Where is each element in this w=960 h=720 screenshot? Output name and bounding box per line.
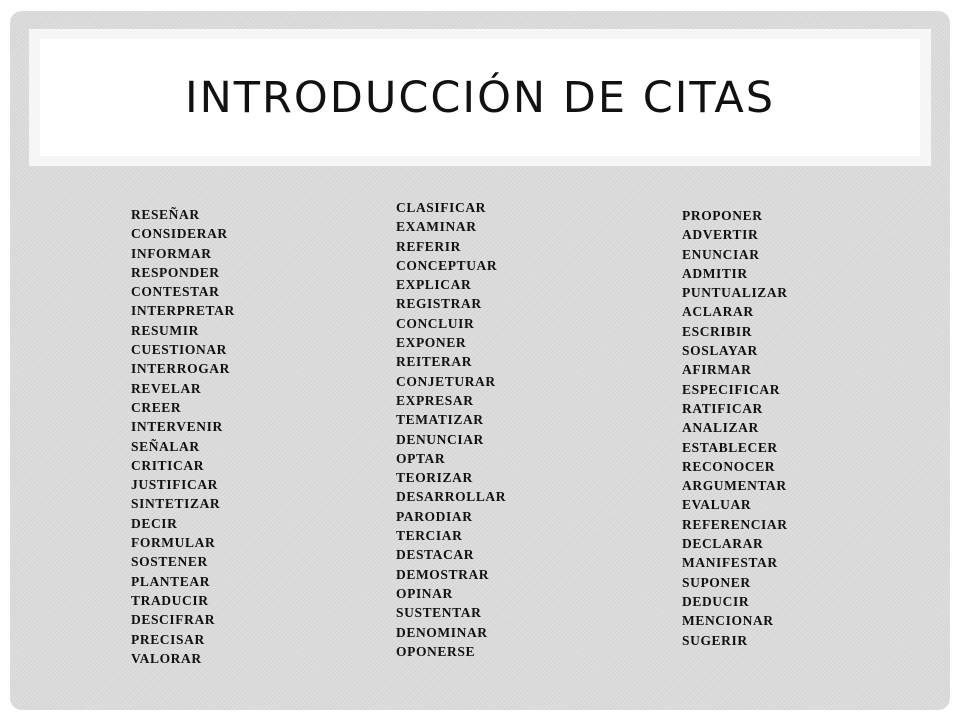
verb-item: OPONERSE	[396, 643, 476, 659]
verb-item: VALORAR	[131, 650, 202, 666]
verb-item: PRECISAR	[131, 631, 205, 647]
verb-item: TERCIAR	[396, 528, 463, 544]
verb-item: DEDUCIR	[682, 593, 750, 609]
verb-item: EXAMINAR	[396, 219, 477, 235]
verb-item: EXPONER	[396, 335, 467, 351]
verb-item: REGISTRAR	[396, 296, 482, 312]
title-frame	[29, 29, 931, 166]
verb-item: REFERENCIAR	[682, 516, 788, 532]
verb-item: INFORMAR	[131, 245, 212, 261]
verb-item: PARODIAR	[396, 508, 473, 524]
verb-item: SINTETIZAR	[131, 496, 221, 512]
verb-item: ENUNCIAR	[682, 246, 760, 262]
verb-item: AFIRMAR	[682, 362, 752, 378]
verb-item: RESEÑAR	[131, 207, 200, 222]
verb-item: RATIFICAR	[682, 400, 763, 416]
verb-item: INTERVENIR	[131, 419, 223, 435]
verb-item: SUGERIR	[682, 632, 748, 648]
verb-item: PLANTEAR	[131, 573, 211, 589]
verb-item: ARGUMENTAR	[682, 478, 787, 494]
slide	[10, 11, 950, 710]
verb-item: TEMATIZAR	[396, 412, 484, 428]
verb-column-1	[131, 205, 235, 668]
verb-item: EXPRESAR	[396, 392, 474, 408]
verb-item: TEORIZAR	[396, 470, 473, 486]
verb-item: SOSLAYAR	[682, 343, 758, 359]
verb-item: MENCIONAR	[682, 613, 774, 629]
verb-item: ESPECIFICAR	[682, 381, 781, 397]
verb-item: DEMOSTRAR	[396, 566, 490, 582]
verb-item: CONTESTAR	[131, 284, 220, 300]
verb-item: REITERAR	[396, 354, 473, 370]
verb-item: TRADUCIR	[131, 592, 209, 608]
verb-item: DESTACAR	[396, 547, 475, 563]
verb-item: JUSTIFICAR	[131, 477, 219, 493]
verb-item: REFERIR	[396, 238, 461, 254]
verb-item: DESCIFRAR	[131, 612, 216, 628]
verb-item: ESTABLECER	[682, 439, 778, 455]
verb-item: CLASIFICAR	[396, 200, 487, 215]
verb-item: CONSIDERAR	[131, 226, 228, 242]
verb-item: DENOMINAR	[396, 624, 488, 640]
verb-column-2	[396, 198, 506, 661]
verb-item: EXPLICAR	[396, 277, 472, 293]
verb-item: DECLARAR	[682, 536, 764, 552]
verb-item: DESARROLLAR	[396, 489, 507, 505]
verb-item: RESUMIR	[131, 322, 199, 338]
verb-item: RECONOCER	[682, 458, 776, 474]
verb-item: DENUNCIAR	[396, 431, 484, 447]
verb-item: MANIFESTAR	[682, 555, 778, 571]
verb-item: FORMULAR	[131, 535, 216, 551]
title-box	[40, 39, 920, 156]
verb-item: INTERROGAR	[131, 361, 231, 377]
verb-item: EVALUAR	[682, 497, 752, 513]
verb-item: ESCRIBIR	[682, 323, 753, 339]
verb-item: PROPONER	[682, 208, 763, 223]
verb-item: ANALIZAR	[682, 420, 759, 436]
verb-item: CONJETURAR	[396, 373, 496, 389]
verb-item: INTERPRETAR	[131, 303, 235, 319]
verb-item: SUSTENTAR	[396, 605, 482, 621]
verb-item: ADVERTIR	[682, 227, 759, 243]
verb-item: SEÑALAR	[131, 438, 200, 454]
verb-item: ADMITIR	[682, 265, 748, 281]
verb-item: CUESTIONAR	[131, 342, 228, 358]
verb-item: ACLARAR	[682, 304, 754, 320]
verb-item: PUNTUALIZAR	[682, 285, 788, 301]
verb-item: OPINAR	[396, 585, 453, 601]
verb-item: SUPONER	[682, 574, 751, 590]
verb-item: CRITICAR	[131, 457, 205, 473]
verb-column-3	[682, 206, 788, 650]
verb-item: CREER	[131, 399, 182, 415]
verb-item: CONCLUIR	[396, 315, 475, 331]
verb-item: REVELAR	[131, 380, 202, 396]
verb-item: SOSTENER	[131, 554, 208, 570]
slide-title: INTRODUCCIÓN DE CITAS	[184, 72, 776, 123]
verb-item: RESPONDER	[131, 264, 220, 280]
verb-item: OPTAR	[396, 450, 446, 466]
verb-item: CONCEPTUAR	[396, 257, 498, 273]
verb-item: DECIR	[131, 515, 178, 531]
